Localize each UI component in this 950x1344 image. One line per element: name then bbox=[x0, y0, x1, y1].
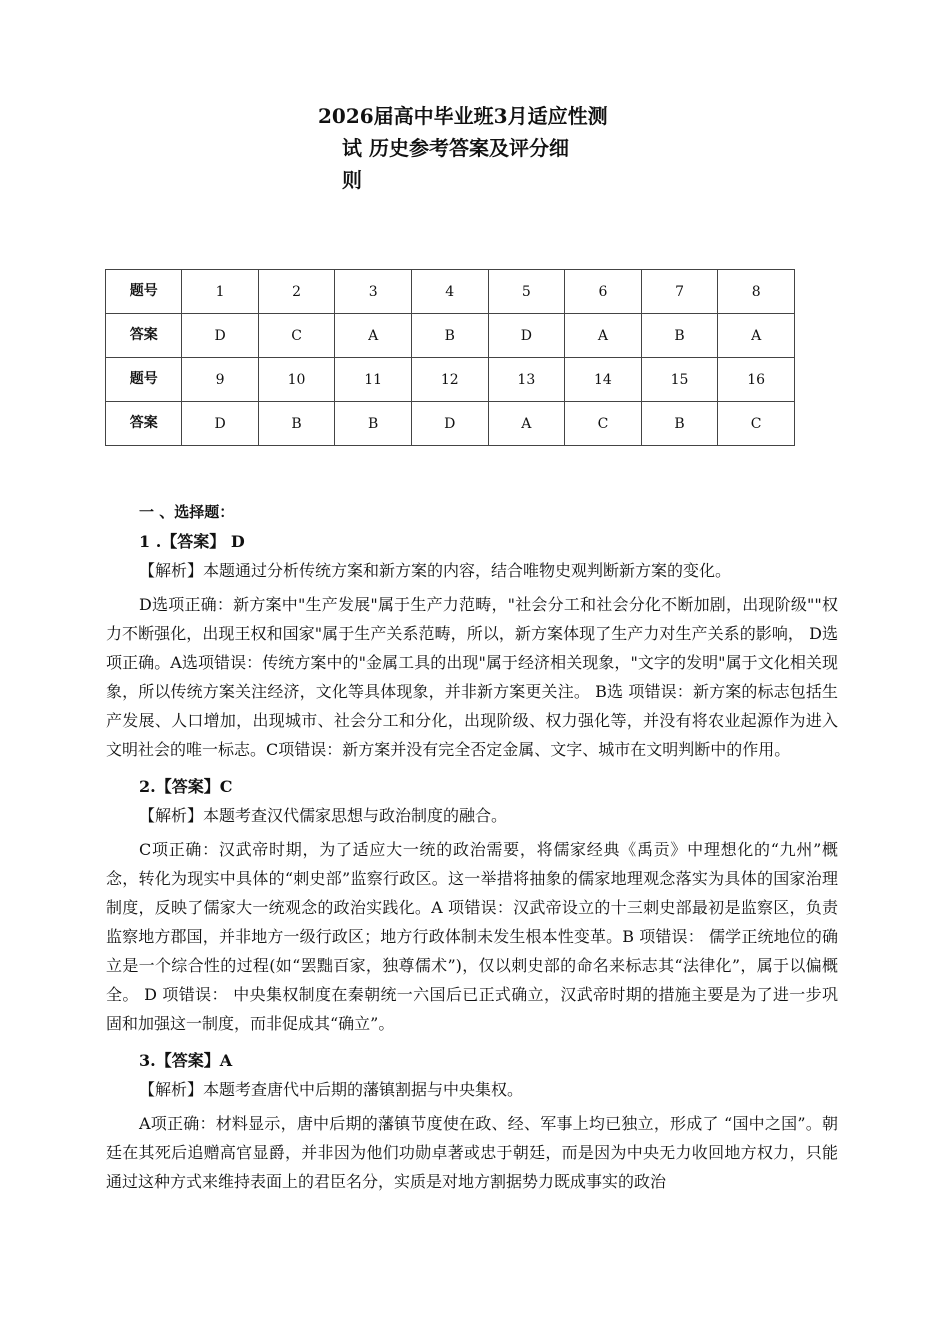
table-cell: A bbox=[565, 314, 642, 358]
table-cell: B bbox=[335, 402, 412, 446]
table-cell: 5 bbox=[488, 270, 565, 314]
table-cell: 16 bbox=[718, 358, 795, 402]
table-cell: D bbox=[182, 314, 258, 358]
analysis-line: 【解析】本题考查汉代儒家思想与政治制度的融合。 bbox=[139, 806, 508, 825]
table-cell: D bbox=[182, 402, 258, 446]
table-cell: 3 bbox=[335, 270, 412, 314]
answer-line: 2.【答案】C bbox=[139, 777, 233, 796]
table-row bbox=[106, 270, 795, 314]
table-cell: 4 bbox=[411, 270, 488, 314]
title-line: 2026届高中毕业班3月适应性测 bbox=[318, 104, 608, 128]
table-cell: B bbox=[258, 402, 335, 446]
analysis-detail: A项正确：材料显示，唐中后期的藩镇节度使在政、经、军事上均已独立，形成了 “国中之国”。朝廷在其死后追赠高官显爵，并非因为他们功勋卓著或忠于朝廷，而是因为中央无力收回地方权力，只能通过这种方式来维持表面上的君臣名分，实质是对地方割据势力既成事实的政治 bbox=[106, 1114, 838, 1191]
title-line: 则 bbox=[342, 168, 362, 192]
table-cell: 1 bbox=[182, 270, 258, 314]
table-cell: 12 bbox=[411, 358, 488, 402]
answer-table bbox=[105, 269, 795, 446]
table-cell: B bbox=[411, 314, 488, 358]
analysis-line: 【解析】本题通过分析传统方案和新方案的内容，结合唯物史观判断新方案的变化。 bbox=[139, 561, 732, 580]
table-row bbox=[106, 402, 795, 446]
question-1 bbox=[106, 527, 838, 764]
table-cell: 9 bbox=[182, 358, 258, 402]
table-cell: 7 bbox=[641, 270, 718, 314]
table-cell: 15 bbox=[641, 358, 718, 402]
table-cell: A bbox=[335, 314, 412, 358]
row-label: 题号 bbox=[106, 358, 182, 402]
table-row bbox=[106, 358, 795, 402]
table-cell: 6 bbox=[565, 270, 642, 314]
table-row bbox=[106, 314, 795, 358]
answer-line: 1 .【答案】 D bbox=[139, 532, 245, 551]
table-cell: C bbox=[258, 314, 335, 358]
section-heading: 一 、选择题： bbox=[139, 503, 235, 521]
table-cell: D bbox=[488, 314, 565, 358]
table-cell: 2 bbox=[258, 270, 335, 314]
table-cell: 14 bbox=[565, 358, 642, 402]
table-cell: 13 bbox=[488, 358, 565, 402]
document-body bbox=[106, 498, 838, 1196]
analysis-detail: D选项正确：新方案中"生产发展"属于生产力范畴，"社会分工和社会分化不断加剧，出现阶级""权力不断强化，出现王权和国家"属于生产关系范畴，所以，新方案体现了生产力对生产关系的影响， D选项正确。A选项错误：传统方案中的"金属工具的出现"属于经济相关现象，"文字的发明"属于文化相关现象，所以传统方案关注经济，文化等具体现象，并非新方案更关注。 B选 项错误：新方案的标志包括生产发展、人口增加，出现城市、社会分工和分化，出现阶级、权力强化等，并没有将农业起源作为进入文明社会的唯一标志。C项错误：新方案并没有完全否定金属、文字、城市在文明判断中的作用。 bbox=[106, 595, 838, 759]
table-cell: C bbox=[718, 402, 795, 446]
table-cell: 11 bbox=[335, 358, 412, 402]
row-label: 题号 bbox=[106, 270, 182, 314]
question-2 bbox=[106, 772, 838, 1038]
analysis-line: 【解析】本题考查唐代中后期的藩镇割据与中央集权。 bbox=[139, 1080, 524, 1099]
title-line: 试 历史参考答案及评分细 bbox=[342, 136, 569, 160]
table-cell: A bbox=[718, 314, 795, 358]
answer-line: 3.【答案】A bbox=[139, 1051, 233, 1070]
table-cell: B bbox=[641, 402, 718, 446]
table-cell: A bbox=[488, 402, 565, 446]
table-cell: B bbox=[641, 314, 718, 358]
question-3 bbox=[106, 1046, 838, 1196]
row-label: 答案 bbox=[106, 402, 182, 446]
table-cell: 8 bbox=[718, 270, 795, 314]
table-cell: 10 bbox=[258, 358, 335, 402]
table-cell: D bbox=[411, 402, 488, 446]
table-cell: C bbox=[565, 402, 642, 446]
row-label: 答案 bbox=[106, 314, 182, 358]
document-title bbox=[318, 100, 638, 196]
analysis-detail: C项正确：汉武帝时期，为了适应大一统的政治需要，将儒家经典《禹贡》中理想化的“九州”概念，转化为现实中具体的“刺史部”监察行政区。这一举措将抽象的儒家地理观念落实为具体的国家治理制度，反映了儒家大一统观念的政治实践化。A 项错误：汉武帝设立的十三刺史部最初是监察区，负责监察地方郡国，并非地方一级行政区；地方行政体制未发生根本性变革。B 项错误： 儒学正统地位的确立是一个综合性的过程(如“罢黜百家，独尊儒术”)，仅以刺史部的命名来标志其“法律化”，属于以偏概全。 D 项错误： 中央集权制度在秦朝统一六国后已正式确立，汉武帝时期的措施主要是为了进一步巩固和加强这一制度，而非促成其“确立”。 bbox=[106, 840, 838, 1033]
